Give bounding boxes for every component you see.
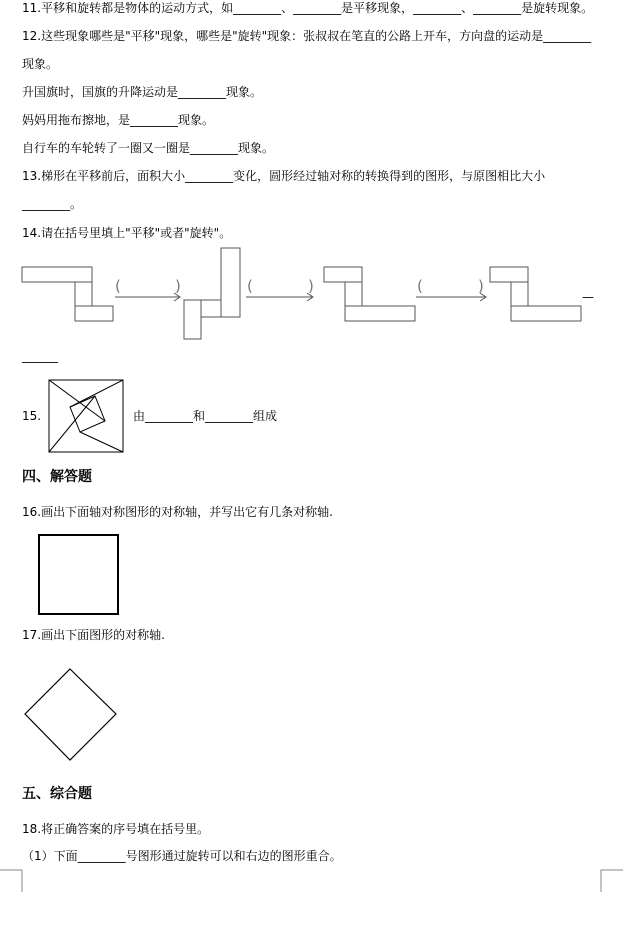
- shape-1-stem: [75, 282, 92, 306]
- shape-1-bottom-bar: [75, 306, 113, 321]
- question-14-figure: [0, 245, 627, 355]
- page-corner-marks: [0, 865, 627, 895]
- question-15: 由________和________组成: [133, 409, 278, 423]
- question-14-answer-line: ______: [22, 349, 58, 363]
- question-12-continuation: 现象。: [22, 57, 59, 71]
- square-figure: [37, 533, 121, 617]
- diamond-figure: [22, 666, 122, 766]
- question-17: 17.画出下面图形的对称轴.: [22, 628, 165, 642]
- paren-2-right: ): [308, 277, 314, 295]
- paren-2-left: (: [247, 277, 253, 295]
- square: [39, 535, 118, 614]
- paren-3-right: ): [478, 277, 484, 295]
- paren-3-left: (: [417, 277, 423, 295]
- shape-2-left-bar: [184, 300, 201, 339]
- diamond: [25, 669, 116, 760]
- question-11: 11.平移和旋转都是物体的运动方式，如________、________是平移现象，________、________是旋转现象。: [22, 1, 594, 15]
- question-13-continuation: ________。: [22, 197, 83, 211]
- pinwheel-square-figure: [48, 379, 128, 455]
- shape-4-top-bar: [490, 267, 528, 282]
- inner-square: [70, 396, 105, 432]
- question-12-item-wheel: 自行车的车轮转了一圈又一圈是________现象。: [22, 141, 275, 155]
- pinwheel-line-3: [49, 396, 95, 452]
- question-18-sub-1: （1）下面________号图形通过旋转可以和右边的图形重合。: [22, 849, 342, 863]
- outer-square: [49, 380, 123, 452]
- shape-4-bottom-bar: [511, 306, 581, 321]
- corner-mark-left: [0, 870, 22, 892]
- question-12-item-flag: 升国旗时，国旗的升降运动是________现象。: [22, 85, 263, 99]
- shape-3-bottom-bar: [345, 306, 415, 321]
- shape-4-stem: [511, 282, 528, 306]
- question-14: 14.请在括号里填上"平移"或者"旋转"。: [22, 226, 232, 240]
- question-13: 13.梯形在平移前后，面积大小________变化，圆形经过轴对称的转换得到的图形，与原图相比大小: [22, 169, 546, 183]
- shape-2-right-bar: [221, 248, 240, 317]
- question-15-number: 15.: [22, 409, 42, 423]
- section-5-title: 五、综合题: [22, 786, 92, 802]
- pinwheel-line-1: [70, 380, 123, 407]
- answer-dash: —: [582, 290, 594, 304]
- shape-2-middle-bar: [201, 300, 221, 317]
- shape-3-stem: [345, 282, 362, 306]
- question-12: 12.这些现象哪些是"平移"现象，哪些是"旋转"现象：张叔叔在笔直的公路上开车，方向盘的运动是________: [22, 29, 592, 43]
- section-4-title: 四、解答题: [22, 469, 92, 485]
- corner-mark-right: [601, 870, 623, 892]
- paren-1-right: ): [175, 277, 181, 295]
- pinwheel-line-4: [80, 432, 123, 452]
- paren-1-left: (: [115, 277, 121, 295]
- question-12-item-mop: 妈妈用拖布擦地，是________现象。: [22, 113, 215, 127]
- question-16: 16.画出下面轴对称图形的对称轴，并写出它有几条对称轴.: [22, 505, 333, 519]
- shape-3-top-bar: [324, 267, 362, 282]
- shape-1-top-bar: [22, 267, 92, 282]
- question-18: 18.将正确答案的序号填在括号里。: [22, 822, 210, 836]
